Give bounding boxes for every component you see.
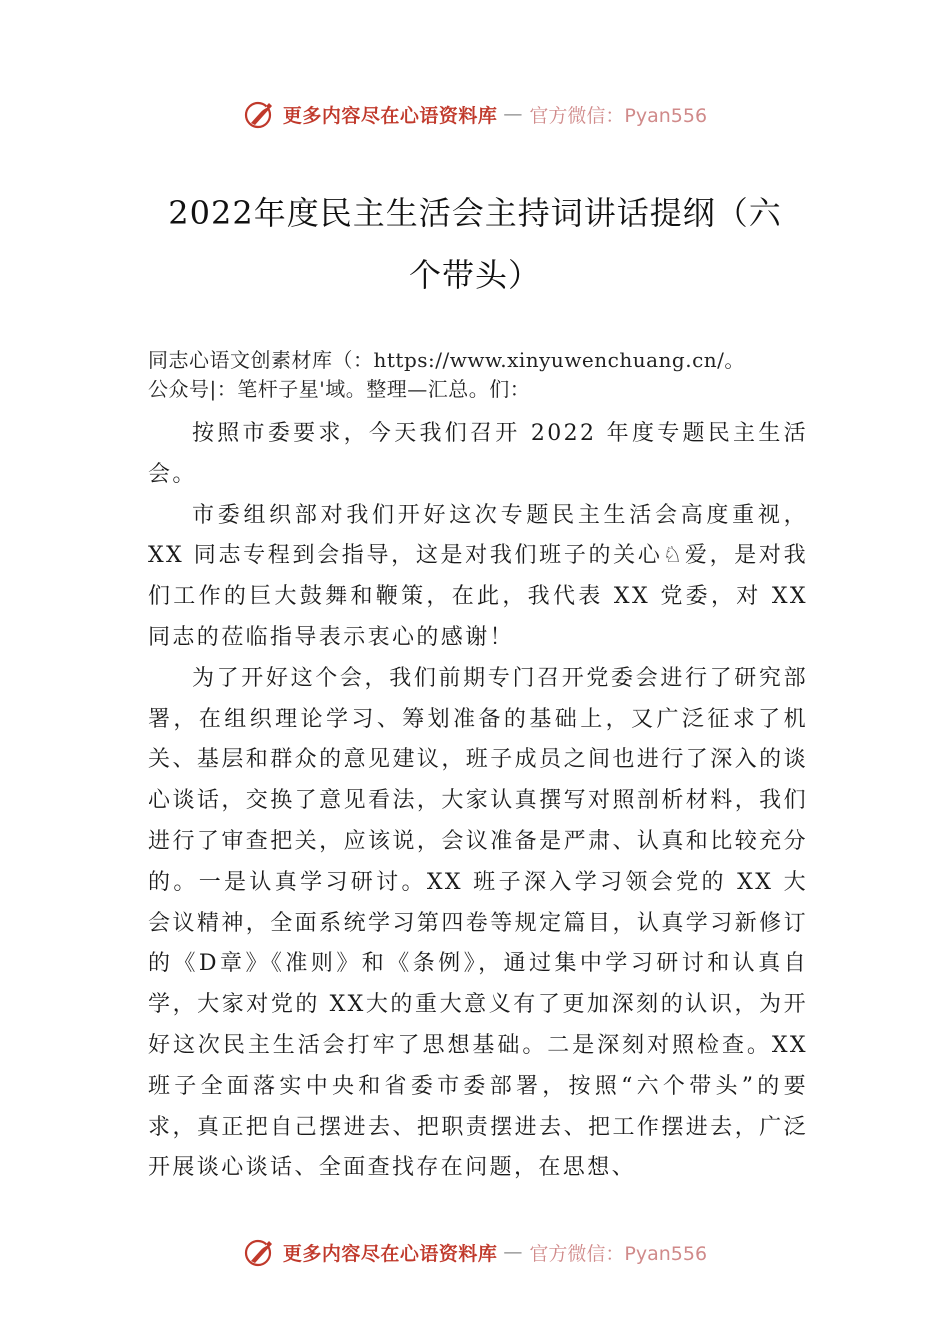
watermark-wechat: 官方微信：Pyan556 xyxy=(529,1242,708,1265)
source-note xyxy=(148,346,838,404)
watermark-wechat: 官方微信：Pyan556 xyxy=(529,104,708,127)
title-line-2: 个带头） xyxy=(408,256,541,294)
paragraph-2: 市委组织部对我们开好这次专题民主生活会高度重视，XX 同志专程到会指导，这是对我们班子的关心♘爱，是对我们工作的巨大鼓舞和鞭策，在此，我代表 XX 党委，对 XX 同志的莅临指导表示衷心的感谢！ xyxy=(148,502,808,650)
source-line-2: 公众号|：笔杆子星'域。整理—汇总。们： xyxy=(148,377,531,401)
document-title xyxy=(135,182,815,306)
watermark-brand: 更多内容尽在心语资料库 xyxy=(282,104,498,127)
watermark-brand: 更多内容尽在心语资料库 xyxy=(282,1242,498,1265)
watermark-dash: — xyxy=(503,1241,524,1263)
quill-logo-icon xyxy=(243,1235,277,1269)
paragraph-1: 按照市委要求，今天我们召开 2022 年度专题民主生活会。 xyxy=(148,421,808,487)
paragraph-3: 为了开好这个会，我们前期专门召开党委会进行了研究部署，在组织理论学习、筹划准备的基础上，又广泛征求了机关、基层和群众的意见建议，班子成员之间也进行了深入的谈心谈话，交换了意见看法，大家认真撰写对照剖析材料，我们进行了审查把关，应该说，会议准备是严肃、认真和比较充分的。一是认真学习研讨。XX 班子深入学习领会党的 XX 大会议精神，全面系统学习第四卷等规定篇目，认真学习新修订的《D章》《准则》和《条例》，通过集中学习研讨和认真自学，大家对党的 XX大的重大意义有了更加深刻的认识，为开好这次民主生活会打牢了思想基础。二是深刻对照检查。XX 班子全面落实中央和省委市委部署，按照“六个带头”的要求，真正把自己摆进去、把职责摆进去、把工作摆进去，广泛开展谈心谈话、全面查找存在问题，在思想、 xyxy=(148,665,808,1181)
document-body xyxy=(148,414,808,1189)
source-line-1: 同志心语文创素材库（：https://www.xinyuwenchuang.cn/。 xyxy=(148,348,745,372)
footer-watermark xyxy=(0,1232,950,1272)
watermark-dash: — xyxy=(503,103,524,125)
title-line-1: 2022年度民主生活会主持词讲话提纲（六 xyxy=(168,194,782,232)
header-watermark xyxy=(0,94,950,134)
quill-logo-icon xyxy=(243,97,277,131)
